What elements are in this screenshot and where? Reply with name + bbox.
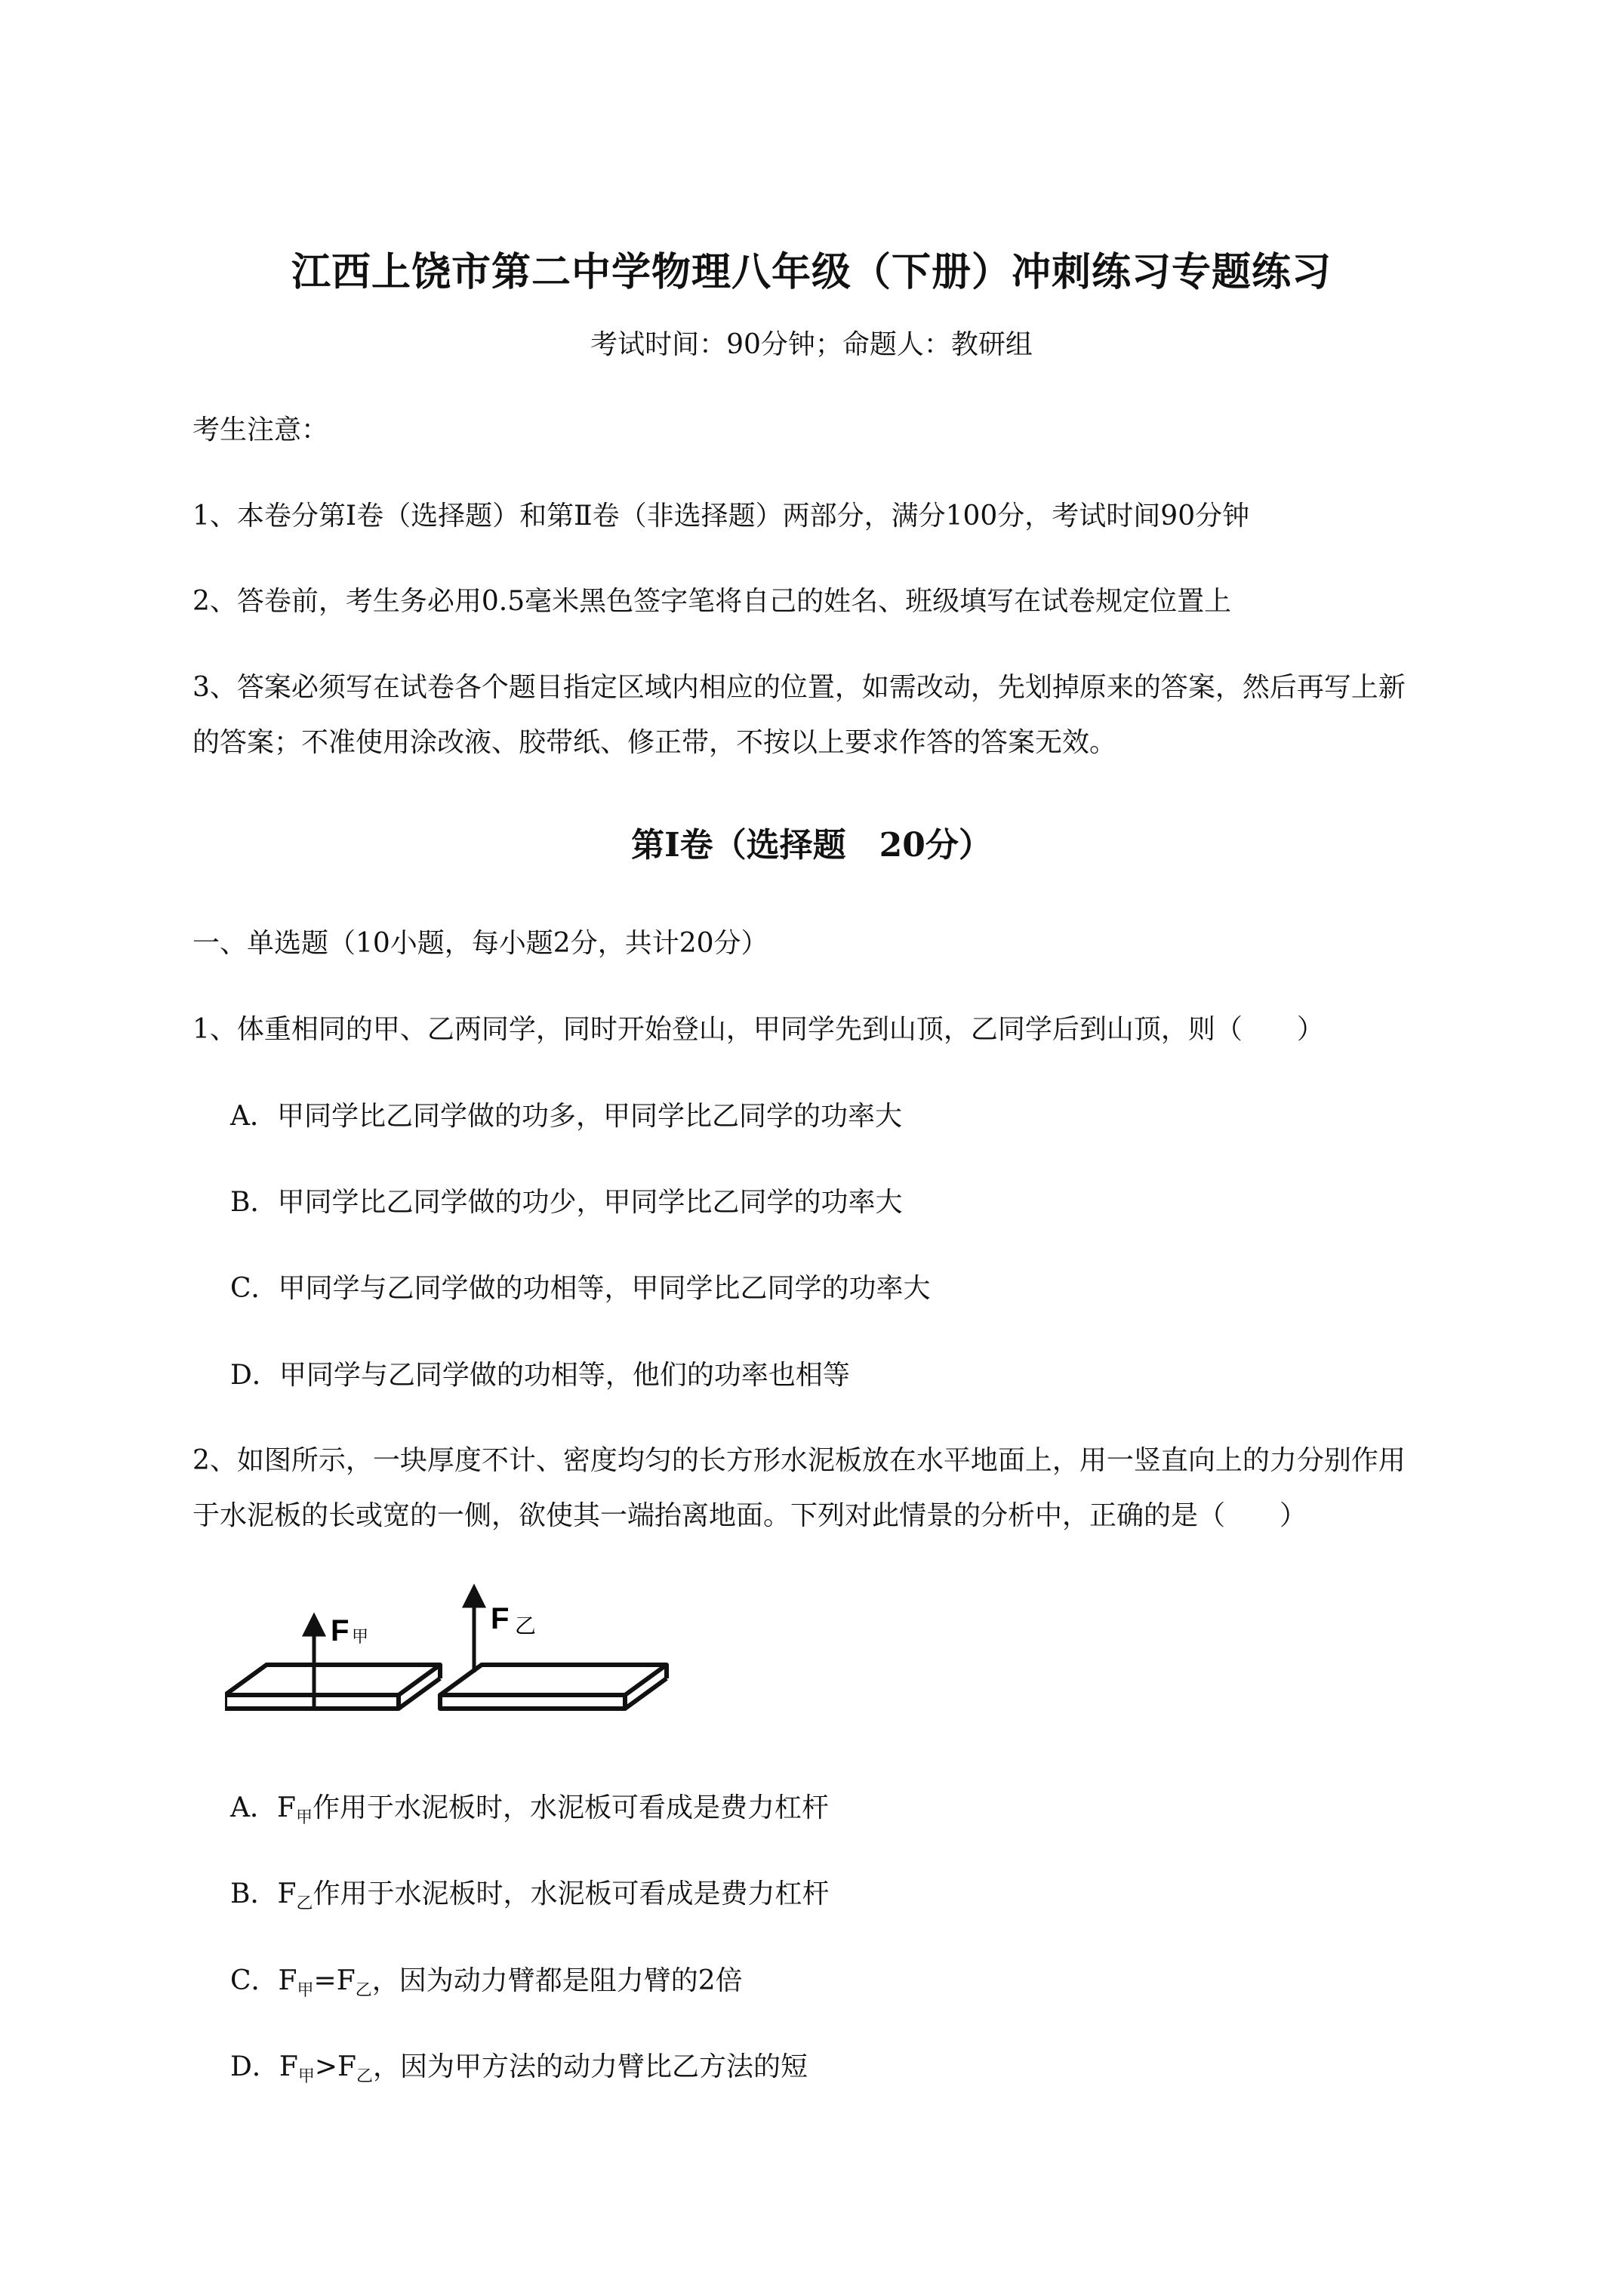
notice-item-1: 1、本卷分第Ⅰ卷（选择题）和第Ⅱ卷（非选择题）两部分，满分100分，考试时间90分钟 — [192, 501, 1250, 532]
notice-heading: 考生注意： — [192, 415, 329, 445]
question-2-option-b: B．$F_乙$作用于水泥板时，水泥板可看成是费力杠杆 — [230, 1878, 830, 1913]
label-sub-yi: 乙 — [515, 1614, 537, 1638]
force-arrow-yi — [465, 1588, 483, 1672]
part-heading: 一、单选题（10小题，每小题2分，共计20分） — [192, 928, 768, 959]
notice-item-3: 3、答案必须写在试卷各个题目指定区域内相应的位置，如需改动，先划掉原来的答案，然后再写上新 — [192, 672, 1406, 703]
notice-item-3-continued: 的答案；不准使用涂改液、胶带纸、修正带，不按以上要求作答的答案无效。 — [192, 727, 1117, 758]
question-1-option-c: C．甲同学与乙同学做的功相等，甲同学比乙同学的功率大 — [230, 1273, 931, 1304]
page-title: 江西上饶市第二中学物理八年级（下册）冲刺练习专题练习 — [291, 249, 1332, 295]
label-f-jia: F — [331, 1614, 350, 1647]
question-2-stem-line-1: 2、如图所示，一块厚度不计、密度均匀的长方形水泥板放在水平地面上，用一竖直向上的力分别作用 — [192, 1445, 1406, 1476]
question-1-option-b: B．甲同学比乙同学做的功少，甲同学比乙同学的功率大 — [230, 1187, 903, 1218]
question-2-option-d: D．$F_甲>F_乙$，因为甲方法的动力臂比乙方法的短 — [230, 2051, 808, 2086]
question-1-option-d: D．甲同学与乙同学做的功相等，他们的功率也相等 — [230, 1360, 850, 1391]
section-title: 第Ⅰ卷（选择题 20分） — [631, 826, 992, 864]
label-sub-jia: 甲 — [352, 1627, 369, 1646]
notice-item-2: 2、答卷前，考生务必用0.5毫米黑色签字笔将自己的姓名、班级填写在试卷规定位置上 — [192, 586, 1232, 617]
question-1-stem: 1、体重相同的甲、乙两同学，同时开始登山，甲同学先到山顶，乙同学后到山顶，则（ ） — [192, 1014, 1324, 1045]
question-2-option-a: A．$F_甲$作用于水泥板时，水泥板可看成是费力杠杆 — [230, 1792, 830, 1827]
exam-info: 考试时间：90分钟；命题人：教研组 — [590, 329, 1033, 360]
question-2-stem-line-2: 于水泥板的长或宽的一侧，欲使其一端抬离地面。下列对此情景的分析中，正确的是（ ） — [192, 1500, 1307, 1531]
question-1-option-a: A．甲同学比乙同学做的功多，甲同学比乙同学的功率大 — [230, 1101, 902, 1132]
label-f-yi: F — [491, 1602, 510, 1635]
question-2-option-c: C．$F_甲=F_乙$，因为动力臂都是阻力臂的2倍 — [230, 1965, 743, 2000]
lever-slab-figure — [225, 1582, 678, 1725]
slab-jia-drawing — [225, 1665, 440, 1709]
